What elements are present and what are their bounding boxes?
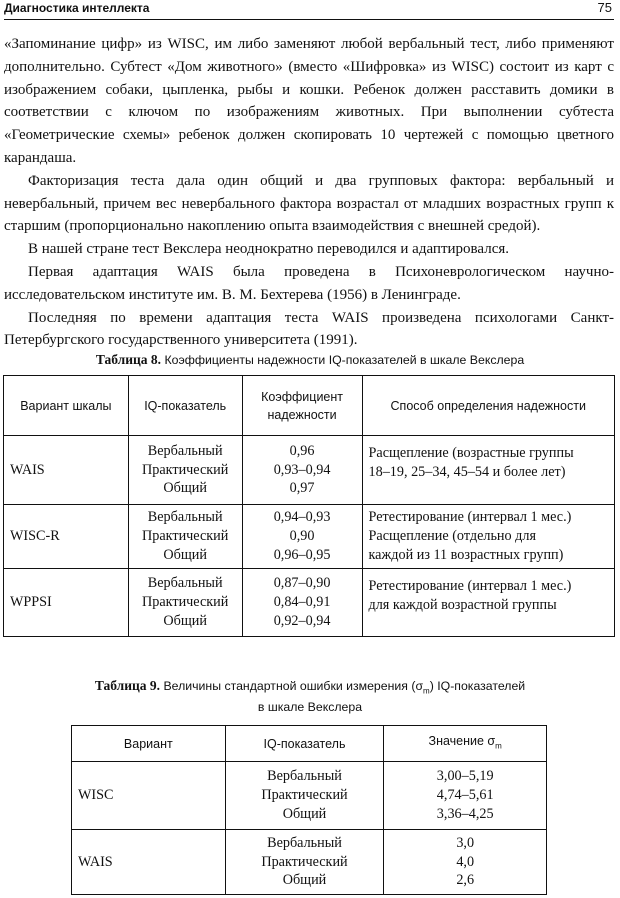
table9-caption-text-1: Величины стандартной ошибки измерения (σ [163,679,424,693]
table-row [4,436,615,505]
table8-variant: WAIS [4,436,129,505]
table8-caption-label: Таблица 8. [95,352,162,367]
paragraph: Последняя по времени адаптация теста WAIS произведена психологами Санкт-Петербургского государственного университета (1991). [4,309,614,349]
paragraph: Факторизация теста дала один общий и два групповых фактора: вербальный и невербальный, причем вес невербального фактора возрастал от младших возрастных групп к старшим (пропорционально накоплению опыта взаимодействия с внешней средой). [4,172,614,235]
page-number: 75 [597,0,612,15]
table8-caption [0,352,620,368]
table8-variant: WISC-R [4,505,129,569]
table9-value-cell: 3,0 4,0 2,6 [384,830,547,895]
table9-caption-line2: в шкале Векслера [257,700,363,715]
table9-caption [0,678,620,715]
table-row [4,569,615,637]
table8-coef-cell: 0,96 0,93–0,94 0,97 [242,436,362,505]
table9-variant: WAIS [72,830,226,895]
table8-header-method: Способ определения надежности [362,376,615,436]
table8-coef-cell: 0,94–0,93 0,90 0,96–0,95 [242,505,362,569]
header-title: Диагностика интеллекта [4,1,150,15]
table8-header-coef: Коэффициент надежности [242,376,362,436]
paragraph: Первая адаптация WAIS была проведена в Психоневрологическом научно-исследовательском институте им. В. М. Бехтерева (1956) в Ленинграде. [4,263,614,303]
table9-value-cell: 3,00–5,19 4,74–5,61 3,36–4,25 [384,762,547,830]
paragraph: В нашей стране тест Векслера неоднократно переводился и адаптировался. [28,241,509,258]
table9-caption-sub: m [423,686,430,696]
table9-header-value: Значение $\sigma_m$ [384,726,547,762]
table8-method-cell: Ретестирование (интервал 1 мес.) Расщепление (отдельно для каждой из 11 возрастных групп) [362,505,615,569]
table9-caption-text-2: ) IQ-показателей [429,679,526,693]
table9 [71,725,547,895]
running-header [4,0,614,20]
table8-header-row [4,376,615,436]
table8-variant: WPPSI [4,569,129,637]
table8 [3,375,615,637]
table-row [4,505,615,569]
table9-caption-label: Таблица 9. [94,678,161,693]
table9-iq-cell: Вербальный Практический Общий [225,762,384,830]
table8-header-variant: Вариант шкалы [4,376,129,436]
body-text [4,33,614,352]
table9-header-iq: IQ-показатель [225,726,384,762]
table8-header-iq: IQ-показатель [128,376,242,436]
table9-header-row [72,726,547,762]
table9-iq-cell: Вербальный Практический Общий [225,830,384,895]
table8-iq-cell: Вербальный Практический Общий [128,505,242,569]
table-row [72,830,547,895]
table8-method-cell: Ретестирование (интервал 1 мес.) для каждой возрастной группы [362,569,615,637]
table8-iq-cell: Вербальный Практический Общий [128,436,242,505]
table9-header-variant: Вариант [72,726,226,762]
table8-coef-cell: 0,87–0,90 0,84–0,91 0,92–0,94 [242,569,362,637]
table9-variant: WISC [72,762,226,830]
table8-iq-cell: Вербальный Практический Общий [128,569,242,637]
table8-method-cell: Расщепление (возрастные группы 18–19, 25–34, 45–54 и более лет) [362,436,615,505]
table-row [72,762,547,830]
paragraph: «Запоминание цифр» из WISC, им либо заменяют любой вербальный тест, либо применяют дополнительно. Субтест «Дом животного» (вместо «Шифровка» из WISC) состоит из карт с изображением собаки, цыпленка, рыбы и кошки. Ребенок должен расставить домики в соответствии с ключом по изображениям животных. При выполнении субтеста «Геометрические схемы» ребенок должен скопировать 10 чертежей с помощью цветного карандаша. [4,36,614,166]
table8-caption-text: Коэффициенты надежности IQ-показателей в шкале Векслера [164,353,525,367]
